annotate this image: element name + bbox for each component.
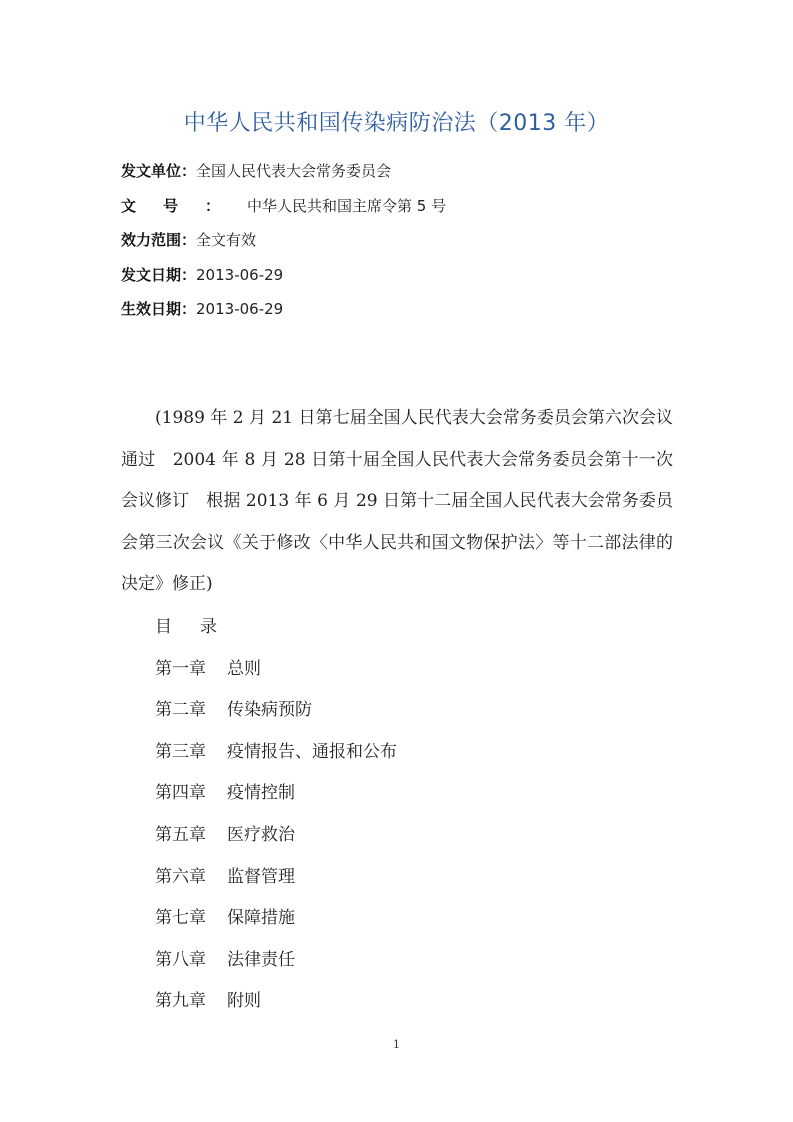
toc-chapter-number: 第八章 <box>155 949 206 970</box>
toc-item <box>155 649 397 691</box>
toc-item <box>155 981 397 1023</box>
toc-item <box>155 898 397 940</box>
meta-issuer-row <box>121 158 446 193</box>
meta-docnumber-value: 中华人民共和国主席令第 5 号 <box>247 196 447 215</box>
page-number: 1 <box>393 1038 400 1051</box>
meta-issuer-label: 发文单位： <box>121 162 197 180</box>
toc-chapter-number: 第三章 <box>155 741 206 762</box>
meta-effective-date-row <box>121 296 446 331</box>
toc-chapter-number: 第二章 <box>155 700 206 721</box>
toc-chapter-title: 医疗救治 <box>227 824 295 845</box>
toc-item <box>155 773 397 815</box>
meta-issuer-value: 全国人民代表大会常务委员会 <box>196 162 392 180</box>
toc-chapter-title: 附则 <box>227 991 261 1012</box>
preamble-paragraph: (1989 年 2 月 21 日第七届全国人民代表大会常务委员会第六次会议通过 2004 年 8 月 28 日第十届全国人民代表大会常务委员会第十一次会议修订 根据 2013 年 6 月 29 日第十二届全国人民代表大会常务委员会第三次会议《关于修改〈中华人民共和国文物保护法〉等十二部法律的决定》修正) <box>121 408 673 595</box>
toc-chapter-title: 疫情控制 <box>227 783 295 804</box>
table-of-contents <box>155 607 397 1023</box>
meta-docnumber-row <box>121 193 446 228</box>
document-title: 中华人民共和国传染病防治法（2013 年） <box>183 111 610 136</box>
toc-item <box>155 690 397 732</box>
document-metadata <box>121 158 446 331</box>
toc-item <box>155 940 397 982</box>
toc-chapter-number: 第五章 <box>155 824 206 845</box>
toc-chapter-title: 监督管理 <box>227 866 295 887</box>
toc-chapter-number: 第四章 <box>155 783 206 804</box>
toc-heading <box>155 607 397 649</box>
toc-chapter-number: 第六章 <box>155 866 206 887</box>
toc-chapter-number: 第九章 <box>155 991 206 1012</box>
toc-chapter-number: 第一章 <box>155 658 206 679</box>
meta-issue-date-row <box>121 262 446 297</box>
toc-item <box>155 732 397 774</box>
meta-scope-label: 效力范围： <box>121 231 197 250</box>
meta-docnumber-label: 文号： <box>121 196 248 215</box>
toc-chapter-title: 总则 <box>227 658 261 679</box>
meta-scope-row <box>121 227 446 262</box>
toc-chapter-title: 疫情报告、通报和公布 <box>227 741 397 762</box>
meta-effective-date-label: 生效日期： <box>121 300 197 319</box>
meta-issue-date-label: 发文日期： <box>121 265 197 284</box>
toc-chapter-title: 保障措施 <box>227 908 295 929</box>
toc-heading-text: 目录 <box>155 617 245 637</box>
toc-item <box>155 815 397 857</box>
toc-chapter-title: 法律责任 <box>227 949 295 970</box>
meta-issue-date-value: 2013-06-29 <box>196 265 284 284</box>
toc-chapter-number: 第七章 <box>155 908 206 929</box>
toc-chapter-title: 传染病预防 <box>227 700 312 721</box>
meta-effective-date-value: 2013-06-29 <box>196 300 284 319</box>
meta-scope-value: 全文有效 <box>196 231 257 250</box>
toc-item <box>155 857 397 899</box>
